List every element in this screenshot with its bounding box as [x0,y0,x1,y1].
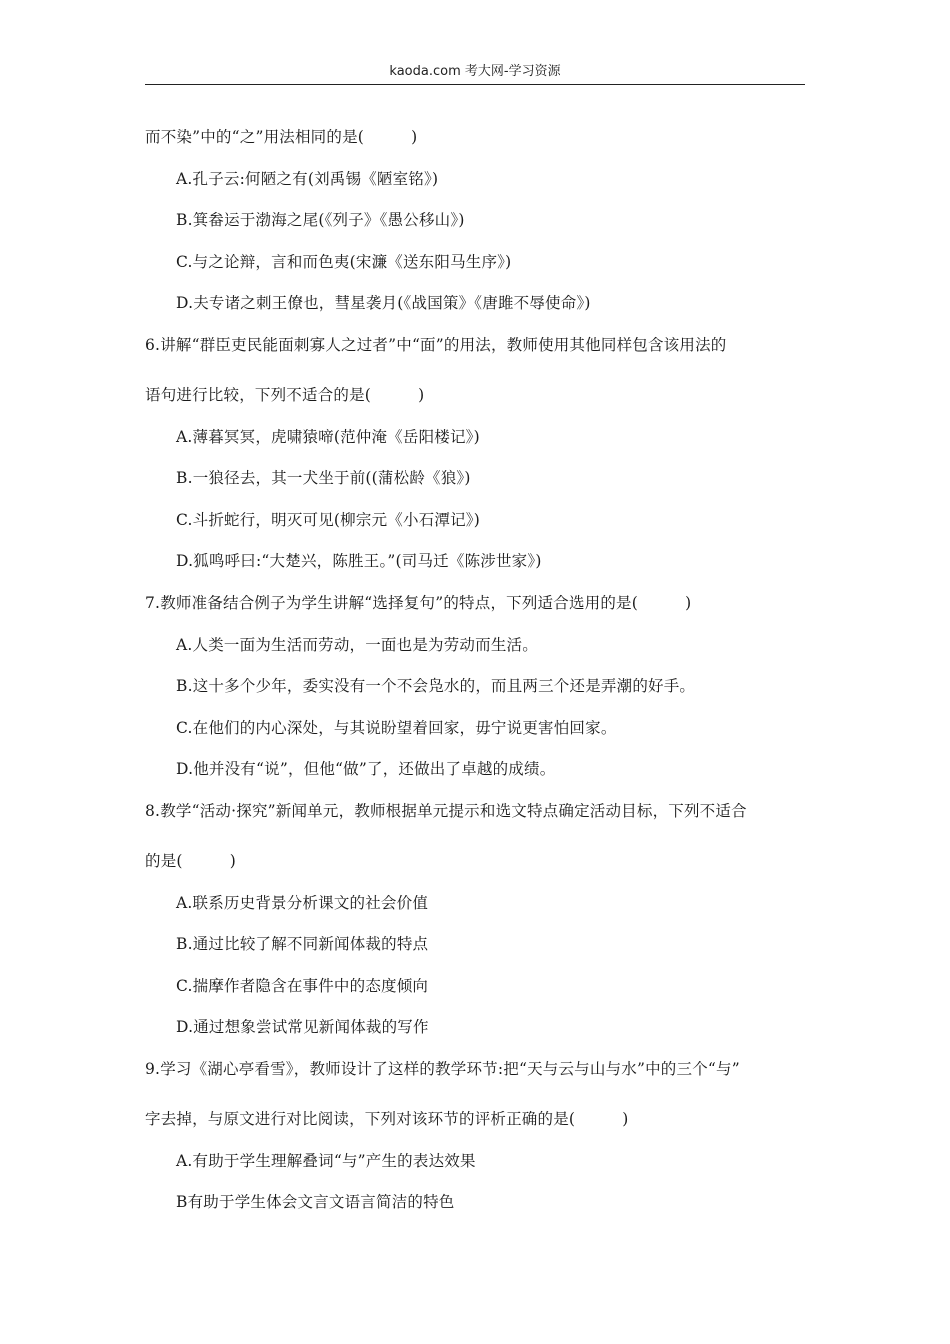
option-line: B.一狼径去，其一犬坐于前((蒲松龄《狼》) [176,469,471,487]
question-line: 而不染”中的“之”用法相同的是( ) [145,128,418,146]
question-line: 8.教学“活动·探究”新闻单元，教师根据单元提示和选文特点确定活动目标，下列不适合 [145,802,747,820]
option-line: B有助于学生体会文言文语言简洁的特色 [176,1193,455,1211]
option-line: C.与之论辩，言和而色夷(宋濂《送东阳马生序》) [176,253,512,271]
option-line: C.揣摩作者隐含在事件中的态度倾向 [176,977,429,995]
question-line: 字去掉，与原文进行对比阅读，下列对该环节的评析正确的是( ) [145,1110,629,1128]
header-text: kaoda.com 考大网-学习资源 [389,64,561,79]
question-line: 9.学习《湖心亭看雪》，教师设计了这样的教学环节:把“天与云与山与水”中的三个“与” [145,1060,740,1078]
option-line: A.有助于学生理解叠词“与”产生的表达效果 [176,1152,476,1170]
option-line: D.狐鸣呼曰:“大楚兴，陈胜王。”(司马迁《陈涉世家》) [176,552,542,570]
option-line: B.通过比较了解不同新闻体裁的特点 [176,935,429,953]
header-divider [145,84,805,85]
option-line: D.通过想象尝试常见新闻体裁的写作 [176,1018,429,1036]
option-line: A.人类一面为生活而劳动，一面也是为劳动而生活。 [176,636,538,654]
question-line: 7.教师准备结合例子为学生讲解“选择复句”的特点，下列适合选用的是( ) [145,594,692,612]
option-line: B.这十多个少年，委实没有一个不会凫水的，而且两三个还是弄潮的好手。 [176,677,696,695]
question-line: 的是( ) [145,852,236,870]
option-line: A.孔子云:何陋之有(刘禹锡《陋室铭》) [176,170,439,188]
option-line: C.斗折蛇行，明灭可见(柳宗元《小石潭记》) [176,511,480,529]
option-line: B.箕畚运于渤海之尾(《列子》《愚公移山》) [176,211,465,229]
question-line: 语句进行比较，下列不适合的是( ) [145,386,425,404]
option-line: D.夫专诸之刺王僚也，彗星袭月(《战国策》《唐雎不辱使命》) [176,294,591,312]
option-line: A.薄暮冥冥，虎啸猿啼(范仲淹《岳阳楼记》) [176,428,480,446]
question-line: 6.讲解“群臣吏民能面刺寡人之过者”中“面”的用法，教师使用其他同样包含该用法的 [145,336,727,354]
option-line: A.联系历史背景分析课文的社会价值 [176,894,429,912]
option-line: D.他并没有“说”，但他“做”了，还做出了卓越的成绩。 [176,760,556,778]
option-line: C.在他们的内心深处，与其说盼望着回家，毋宁说更害怕回家。 [176,719,617,737]
